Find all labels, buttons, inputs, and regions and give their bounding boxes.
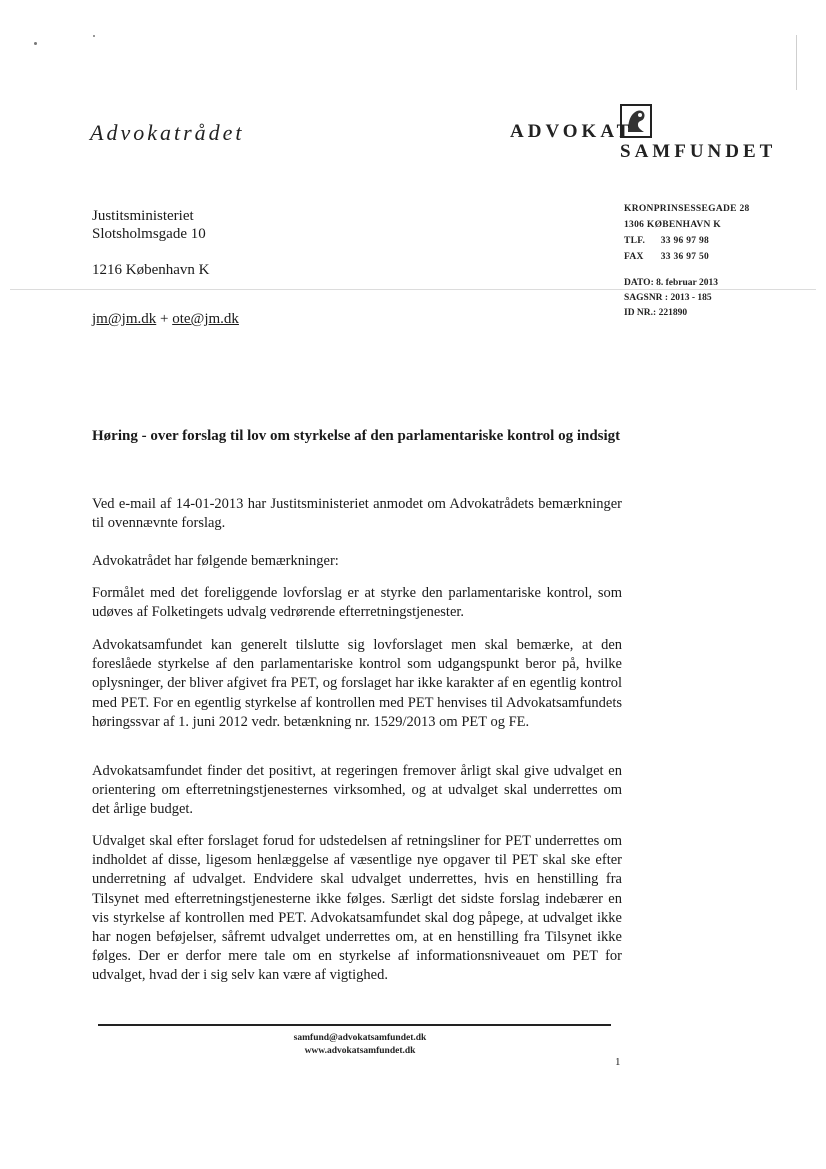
letter-subject: Høring - over forslag til lov om styrkelse af den parlamentariske kontrol og indsigt (92, 428, 621, 444)
recipient-emails (92, 311, 239, 328)
fax-label: FAX (624, 252, 644, 262)
body-paragraph: Advokatsamfundet finder det positivt, at regeringen fremover årligt skal give udvalget en orientering om efterretningstjenesternes virksomhed, og at udvalget skal underrettes om det årlige budget. (92, 763, 622, 818)
footer-rule (98, 1024, 611, 1026)
recipient-street: Slotsholmsgade 10 (92, 226, 206, 242)
recipient-city: 1216 København K (92, 262, 210, 278)
scan-speck (93, 35, 95, 37)
sender-contact (624, 201, 750, 265)
phone-number: 33 96 97 98 (660, 236, 710, 246)
logo-wordmark-bottom: SAMFUNDET (620, 141, 777, 162)
phone-label: TLF. (624, 236, 646, 246)
email-separator: + (159, 311, 169, 327)
logo-wordmark-top: ADVOKAT (510, 121, 634, 142)
email-link-ote[interactable]: ote@jm.dk (172, 311, 239, 327)
recipient-name: Justitsministeriet (92, 208, 194, 224)
body-paragraph: Advokatsamfundet kan generelt tilslutte sig lovforslaget men skal bemærke, at den foreslåede styrkelse af den parlamentariske kontrol som udgangspunkt beror på, hvilke oplysninger, der bliver afgivet fra PET, og forslaget har ikke karakter af en egentlig kontrol med PET. For en egentlig styrkelse af kontrollen med PET henvises til Advokatsamfundets høringssvar af 1. juni 2012 vedr. betænkning nr. 1529/2013 om PET og FE. (92, 637, 622, 730)
body-paragraph: Ved e-mail af 14-01-2013 har Justitsministeriet anmodet om Advokatrådets bemærkninger til ovennævnte forslag. (92, 496, 622, 532)
email-link-jm[interactable]: jm@jm.dk (92, 311, 157, 327)
id-number: ID NR.: 221890 (624, 308, 688, 318)
footer-email[interactable]: samfund@advokatsamfundet.dk (293, 1033, 427, 1043)
sender-street: KRONPRINSESSEGADE 28 (624, 204, 750, 214)
scan-speck (34, 42, 37, 45)
body-paragraph: Advokatrådet har følgende bemærkninger: (92, 553, 339, 569)
sender-phone-row (624, 233, 750, 249)
letter-date: DATO: 8. februar 2013 (624, 278, 718, 288)
body-paragraph: Udvalget skal efter forslaget forud for udstedelsen af retningsliner for PET underrettes om indholdet af disse, ligesom henlæggelse af væsentlige nye opgaver til PET skal ske efter underretning af udvalget. Endvidere skal udvalget underrettes, hvis en henstilling fra Tilsynet med efterretningstjenesterne ikke følges. Særligt det sidste forslag indebærer en vis styrkelse af kontrollen med PET. Advokatsamfundet skal dog påpege, at udvalget ikke har nogen beføjelser, såfremt udvalget underrettes om, at en henstilling fra Tilsynet ikke følges. Der er derfor mere tale om en styrkelse af informationsniveauet om PET for udvalget, hvad der i sig selv kan være af vigtighed. (92, 833, 622, 984)
scan-edge-line (796, 35, 797, 90)
fax-number: 33 36 97 50 (660, 252, 710, 262)
case-number: SAGSNR : 2013 - 185 (624, 293, 712, 303)
footer-website[interactable]: www.advokatsamfundet.dk (304, 1046, 416, 1056)
sender-city: 1306 KØBENHAVN K (624, 220, 721, 230)
sender-fax-row (624, 249, 750, 265)
body-paragraph: Formålet med det foreliggende lovforslag er at styrke den parlamentariske kontrol, som udøves af Folketingets udvalg vedrørende efterretningstjenester. (92, 585, 622, 621)
page-number: 1 (615, 1056, 621, 1068)
letter-meta (624, 276, 718, 321)
council-name: Advokatrådet (90, 120, 245, 145)
